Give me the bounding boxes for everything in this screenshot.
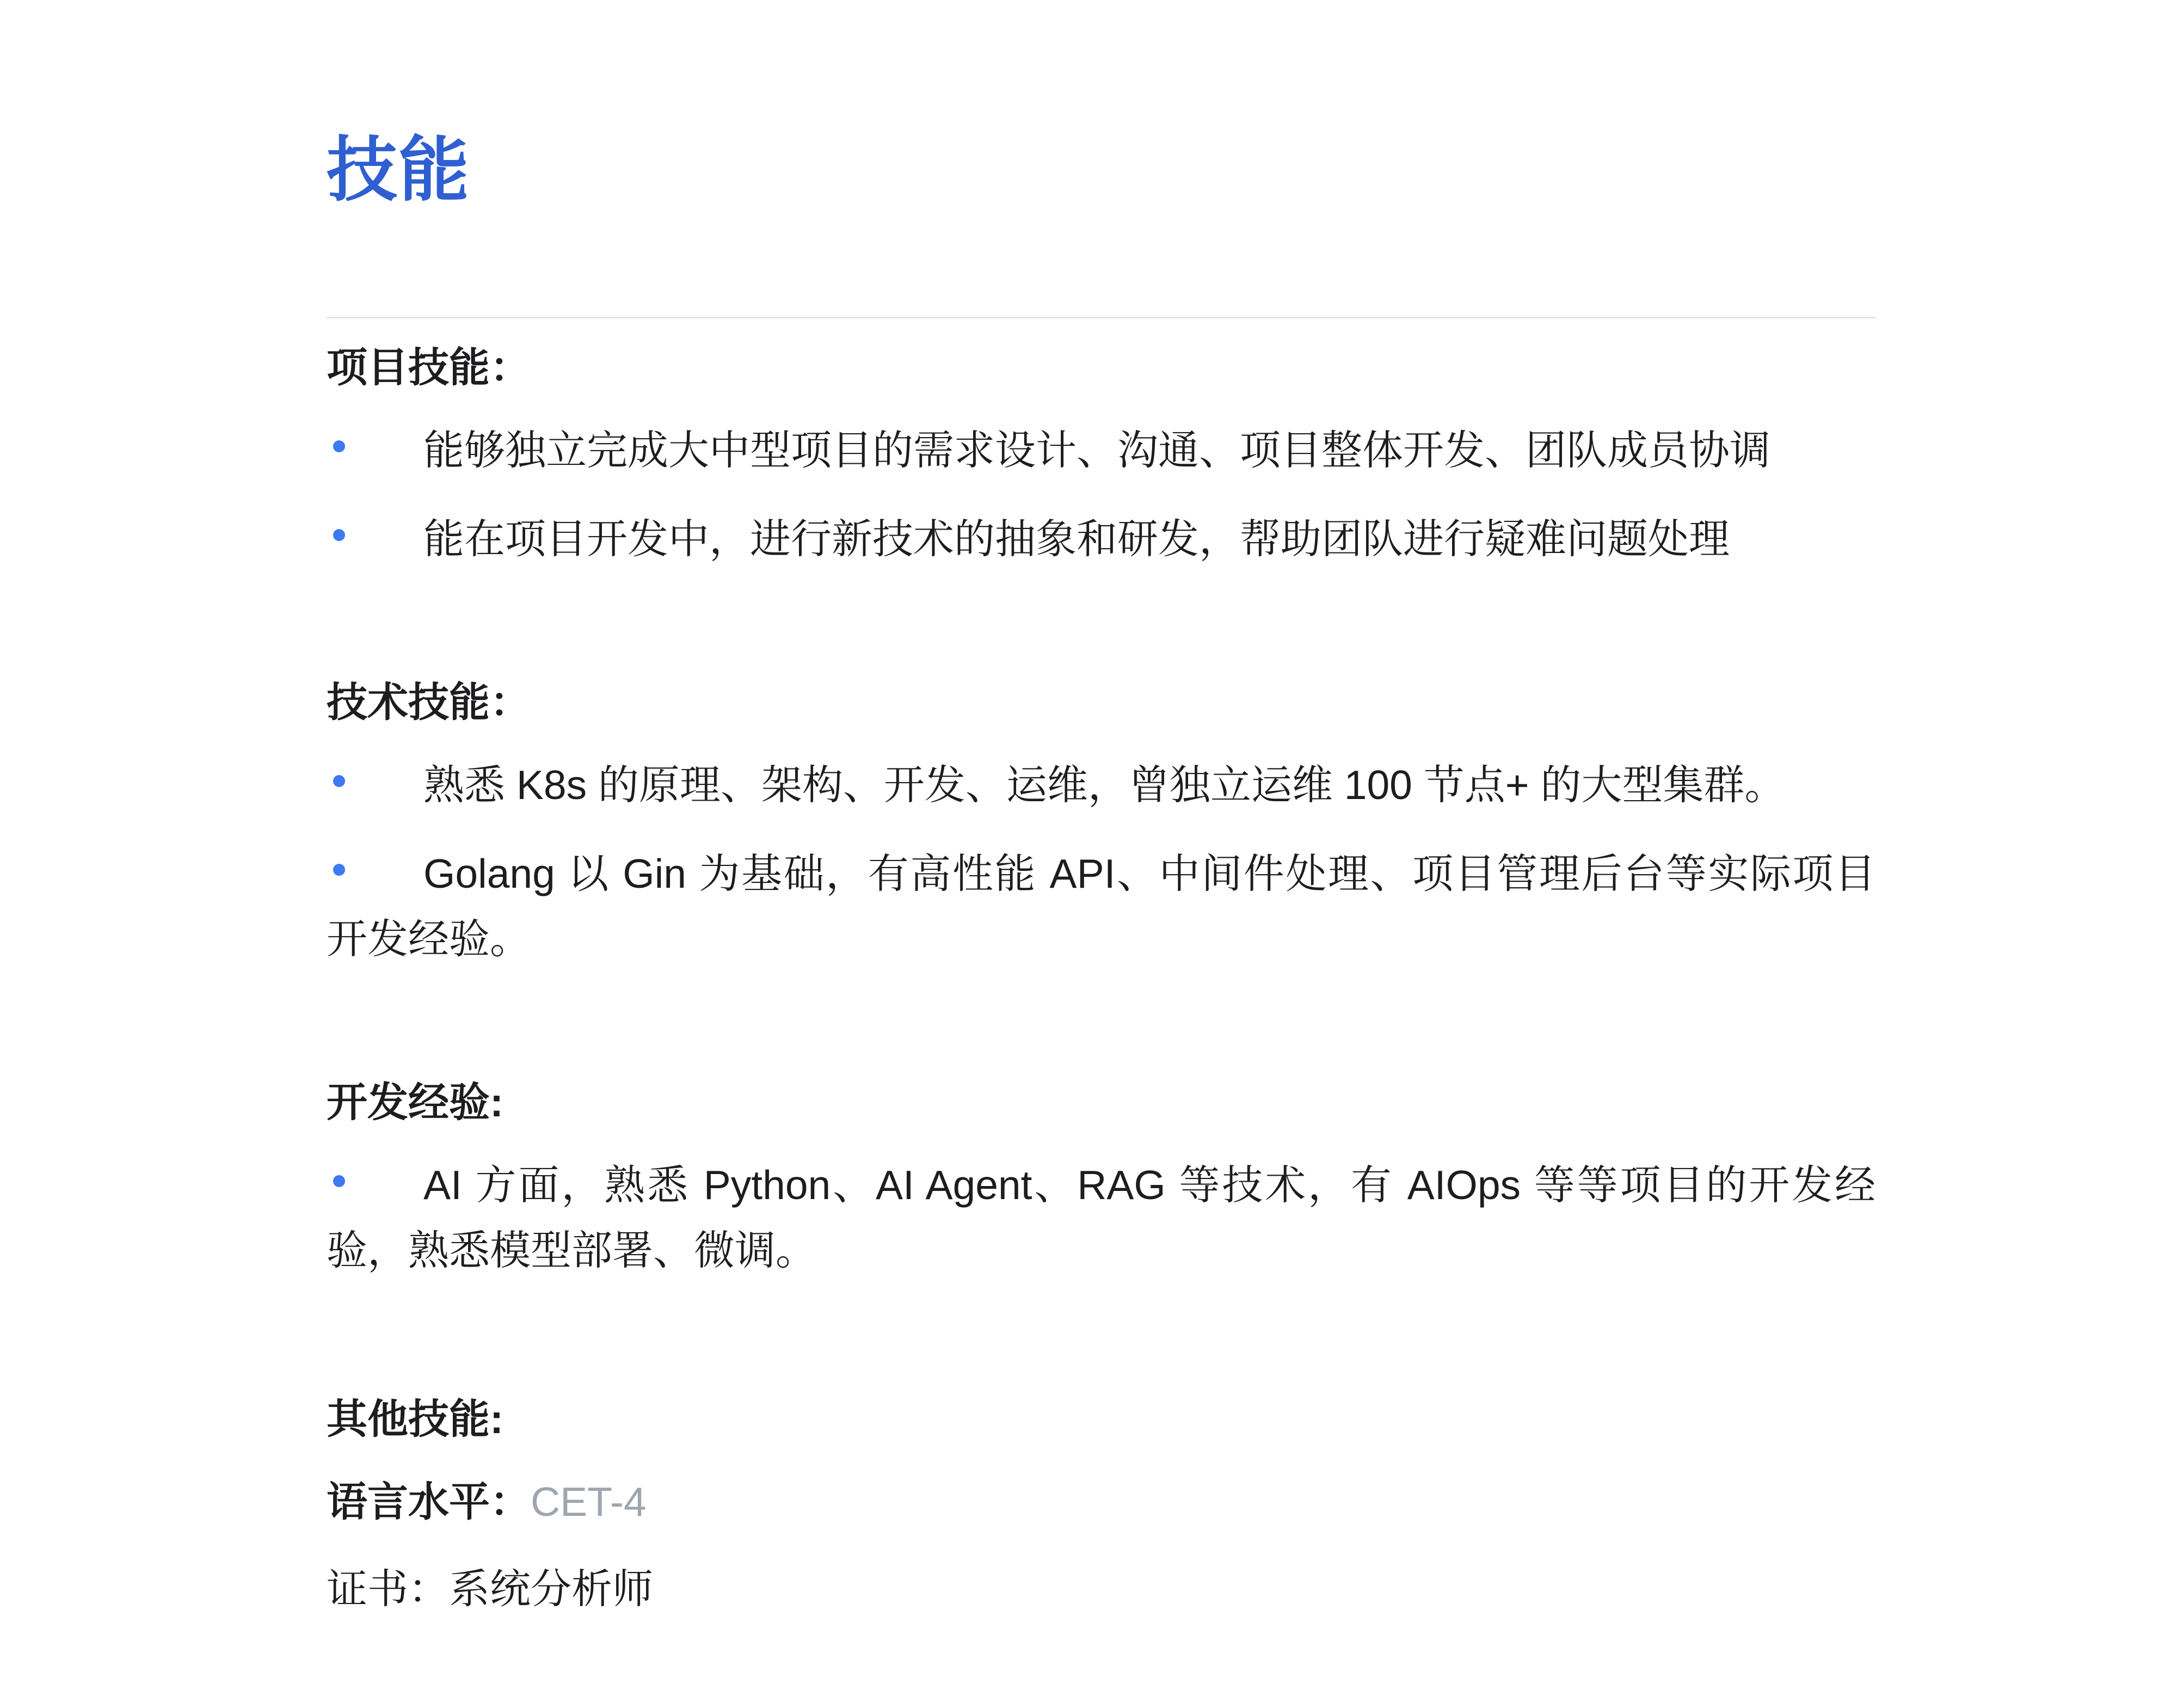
section-divider (327, 317, 1875, 318)
certificate-label: 证书： (327, 1566, 450, 1612)
bullet-icon (327, 752, 423, 818)
bullet-text: 熟悉 K8s 的原理、架构、开发、运维，曾独立运维 100 节点+ 的大型集群。 (423, 762, 1786, 808)
bullet-icon (327, 1152, 423, 1218)
section-heading: 其他技能: (327, 1396, 503, 1442)
language-level-value: CET-4 (531, 1479, 647, 1525)
certificate-row (327, 1556, 1875, 1621)
bullet-icon (327, 417, 423, 483)
bullet-dot-icon (333, 529, 345, 541)
section-other-skills (327, 1386, 1875, 1621)
section-technical-skills (327, 669, 1875, 972)
bullet-text: Golang 以 Gin 为基础，有高性能 API、中间件处理、项目管理后台等实际项目 (423, 851, 1875, 896)
bullet-item (327, 417, 1875, 483)
bullet-text: AI 方面，熟悉 Python、AI Agent、RAG 等技术，有 AIOps 等等项目的开发经 (423, 1162, 1875, 1208)
bullet-icon (327, 841, 423, 906)
bullet-item (327, 1152, 1875, 1283)
language-level-row (327, 1469, 1875, 1534)
bullet-text-wrapped: 验，熟悉模型部署、微调。 (327, 1227, 817, 1273)
section-heading: 技术技能： (327, 679, 531, 725)
section-heading: 开发经验: (327, 1079, 503, 1125)
bullet-dot-icon (333, 440, 345, 452)
section-project-skills (327, 335, 1875, 572)
bullet-icon (327, 506, 423, 572)
bullet-text: 能在项目开发中，进行新技术的抽象和研发，帮助团队进行疑难问题处理 (423, 516, 1730, 562)
bullet-dot-icon (333, 775, 345, 787)
bullet-dot-icon (333, 864, 345, 876)
language-level-label: 语言水平： (327, 1479, 531, 1525)
certificate-value: 系统分析师 (449, 1566, 654, 1612)
bullet-item (327, 752, 1875, 818)
section-dev-experience (327, 1070, 1875, 1283)
bullet-item (327, 506, 1875, 572)
bullet-item (327, 841, 1875, 972)
bullet-dot-icon (333, 1175, 345, 1187)
section-heading: 项目技能： (327, 345, 531, 390)
page-title: 技能 (327, 130, 471, 210)
bullet-text-wrapped: 开发经验。 (327, 916, 531, 962)
bullet-text: 能够独立完成大中型项目的需求设计、沟通、项目整体开发、团队成员协调 (423, 427, 1771, 473)
